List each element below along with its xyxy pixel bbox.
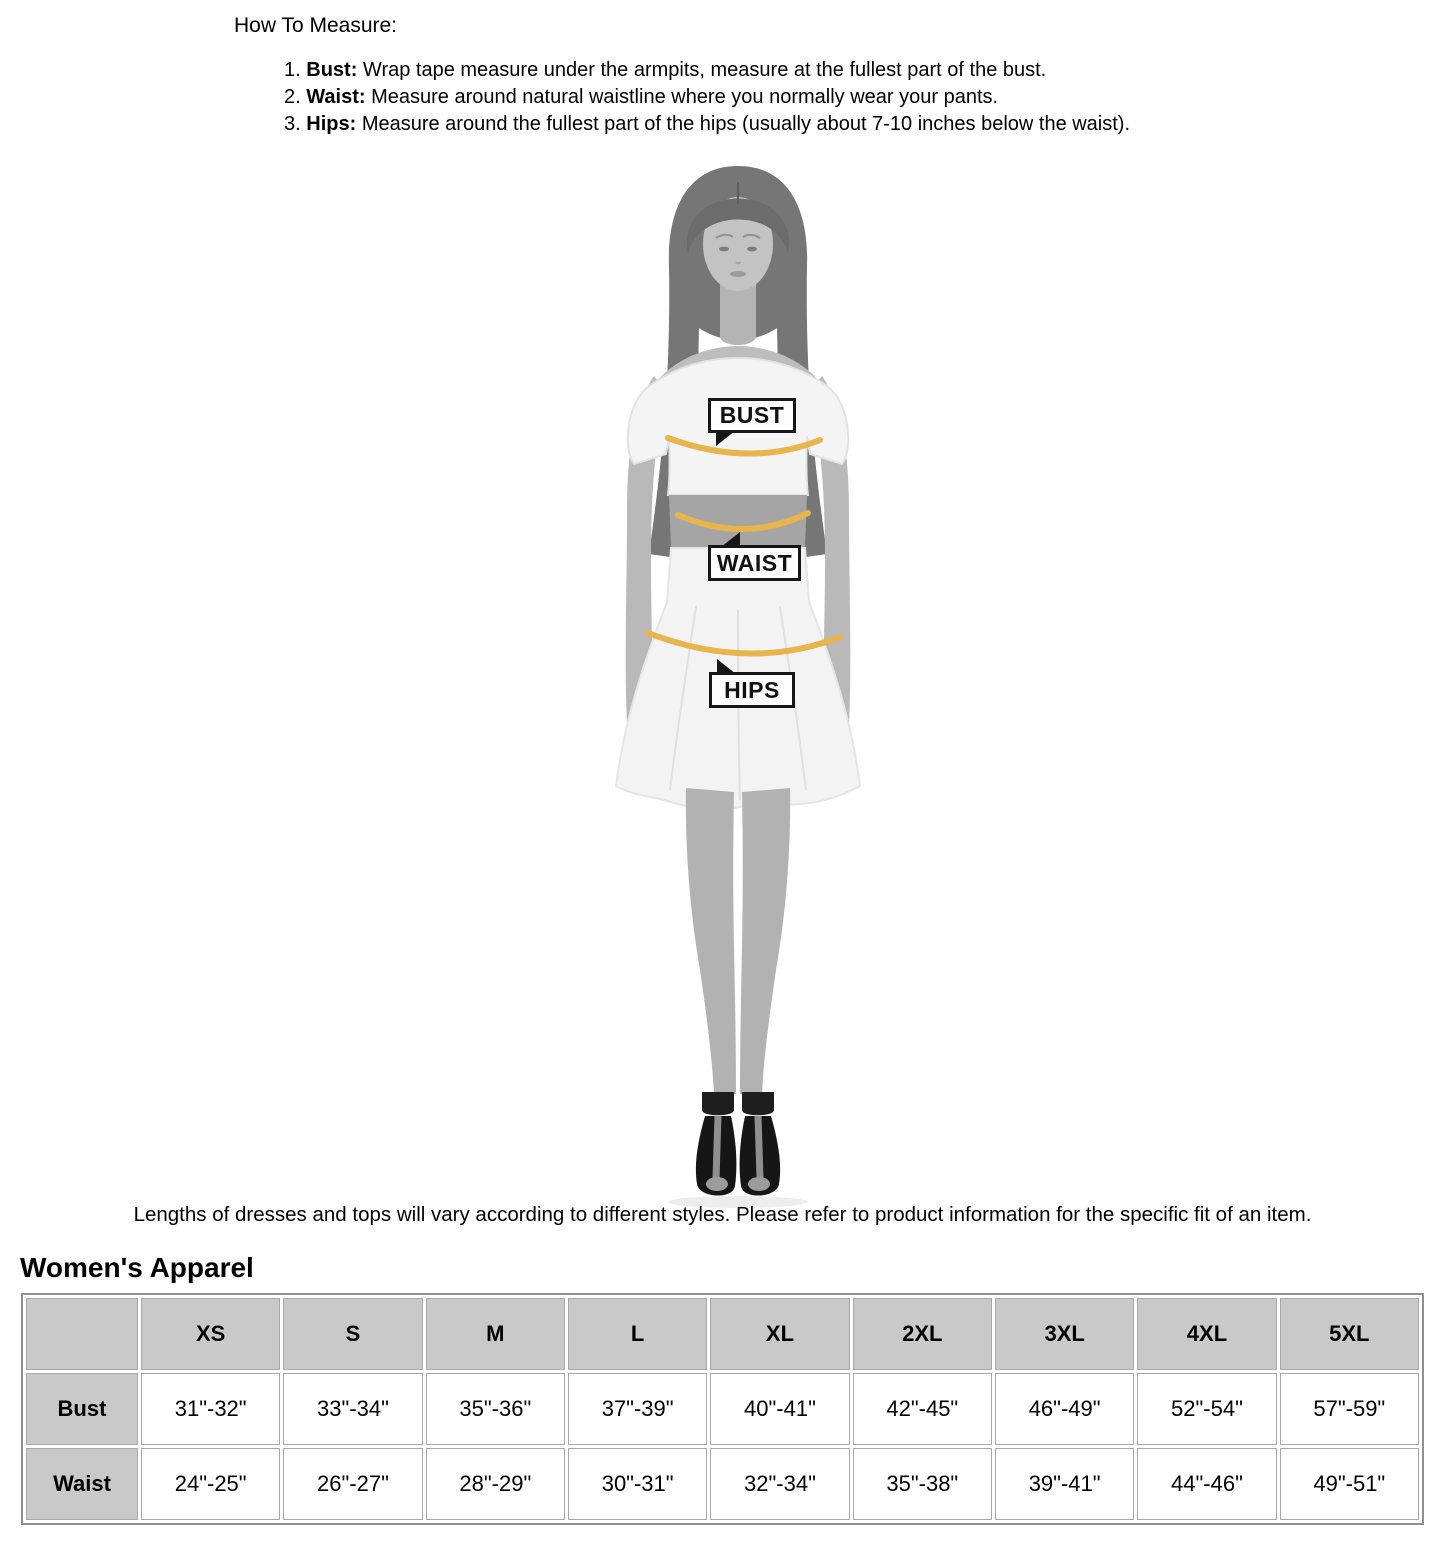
measurement-figure <box>528 150 948 1212</box>
model-shoe-left <box>696 1092 737 1196</box>
bust-value: 40"-41" <box>710 1373 849 1445</box>
step-text: Wrap tape measure under the armpits, measure at the fullest part of the bust. <box>362 59 1047 81</box>
waist-value: 26"-27" <box>283 1448 422 1520</box>
bust-label-text: BUST <box>719 402 785 428</box>
step-number: 1. <box>284 59 301 81</box>
size-table-title: Women's Apparel <box>20 1252 254 1283</box>
waist-value: 28"-29" <box>426 1448 565 1520</box>
size-col-header: 5XL <box>1280 1298 1419 1370</box>
step-label: Hips: <box>306 113 357 135</box>
measure-step-hips <box>284 111 1130 138</box>
size-col-header: 3XL <box>995 1298 1134 1370</box>
row-label-bust: Bust <box>26 1373 138 1445</box>
hips-label-text: HIPS <box>724 676 780 703</box>
waist-value: 35"-38" <box>853 1448 992 1520</box>
bust-value: 31"-32" <box>141 1373 280 1445</box>
waist-value: 39"-41" <box>995 1448 1134 1520</box>
waist-value: 44"-46" <box>1137 1448 1276 1520</box>
bust-value: 52"-54" <box>1137 1373 1276 1445</box>
step-text: Measure around the fullest part of the hips (usually about 7-10 inches below the waist). <box>361 113 1131 135</box>
how-to-measure-title: How To Measure: <box>234 14 398 37</box>
waist-label-pointer <box>721 532 740 547</box>
model-leg-left <box>686 788 736 1094</box>
bust-value: 42"-45" <box>853 1373 992 1445</box>
measure-steps <box>284 57 1130 138</box>
waist-value: 24"-25" <box>141 1448 280 1520</box>
model-shoe-right <box>740 1092 781 1196</box>
size-col-header: 2XL <box>853 1298 992 1370</box>
step-number: 2. <box>284 86 301 108</box>
bust-label-pointer <box>716 431 735 446</box>
waist-label <box>708 545 801 581</box>
fit-note: Lengths of dresses and tops will vary according to different styles. Please refer to product information for the specific fit of an item. <box>133 1203 1312 1226</box>
waist-row <box>26 1448 1419 1520</box>
size-table-header-row <box>26 1298 1419 1370</box>
corner-cell <box>26 1298 138 1370</box>
hips-label <box>709 672 795 708</box>
size-col-header: XS <box>141 1298 280 1370</box>
size-table <box>21 1293 1424 1525</box>
bust-value: 46"-49" <box>995 1373 1134 1445</box>
step-label: Waist: <box>306 86 366 108</box>
bust-value: 33"-34" <box>283 1373 422 1445</box>
step-label: Bust: <box>306 59 358 81</box>
step-number: 3. <box>284 113 301 135</box>
bust-label <box>708 398 796 433</box>
bust-value: 57"-59" <box>1280 1373 1419 1445</box>
size-col-header: XL <box>710 1298 849 1370</box>
waist-value: 32"-34" <box>710 1448 849 1520</box>
bust-value: 35"-36" <box>426 1373 565 1445</box>
size-col-header: 4XL <box>1137 1298 1276 1370</box>
waist-value: 30"-31" <box>568 1448 707 1520</box>
step-text: Measure around natural waistline where you normally wear your pants. <box>371 86 999 108</box>
size-col-header: L <box>568 1298 707 1370</box>
bust-value: 37"-39" <box>568 1373 707 1445</box>
waist-value: 49"-51" <box>1280 1448 1419 1520</box>
model-leg-right <box>740 788 790 1094</box>
measure-step-waist <box>284 84 1130 111</box>
row-label-waist: Waist <box>26 1448 138 1520</box>
hips-label-pointer <box>717 659 736 674</box>
waist-label-text: WAIST <box>716 549 793 576</box>
size-col-header: S <box>283 1298 422 1370</box>
measure-step-bust <box>284 57 1130 84</box>
bust-row <box>26 1373 1419 1445</box>
size-col-header: M <box>426 1298 565 1370</box>
